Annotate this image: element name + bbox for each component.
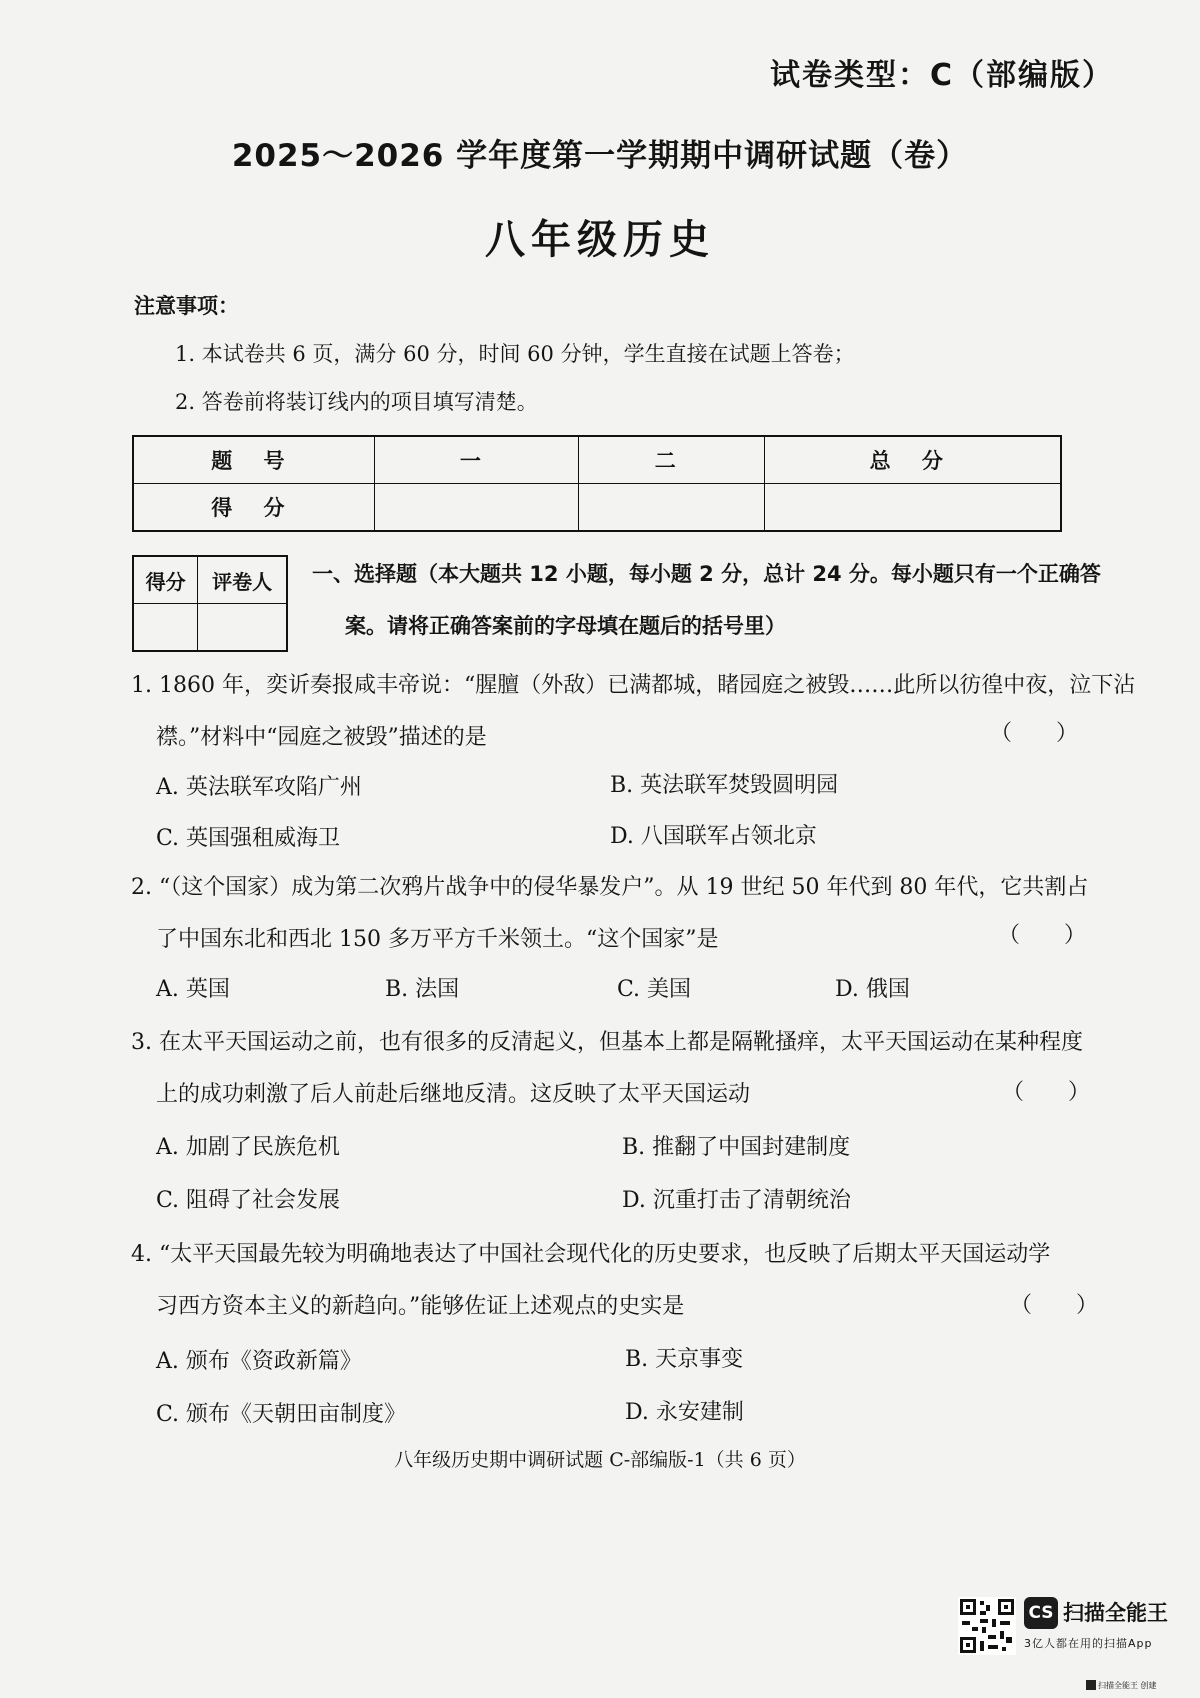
- score-table-header-label: 题 号: [133, 436, 374, 484]
- subject-title: 八年级历史: [485, 217, 715, 263]
- question-2-option-c[interactable]: C. 美国: [617, 977, 692, 1002]
- score-table-header-section1: 一: [374, 436, 578, 484]
- question-4-option-a[interactable]: A. 颁布《资政新篇》: [156, 1349, 362, 1374]
- score-table-header-total: 总 分: [764, 436, 1061, 484]
- scanner-slogan: 3亿人都在用的扫描App: [1024, 1637, 1153, 1650]
- score-table-header-section2: 二: [578, 436, 764, 484]
- score-cell-total[interactable]: [764, 484, 1061, 532]
- question-1-option-d[interactable]: D. 八国联军占领北京: [610, 824, 817, 849]
- scanner-credit: 扫描全能王 创建: [1098, 1681, 1157, 1690]
- score-table: [132, 435, 1062, 532]
- answer-blank[interactable]: （ ）: [1010, 1293, 1099, 1318]
- question-2-option-d[interactable]: D. 俄国: [835, 977, 910, 1002]
- question-3-option-d[interactable]: D. 沉重打击了清朝统治: [622, 1188, 851, 1213]
- question-1-option-b[interactable]: B. 英法联军焚毁圆明园: [610, 773, 839, 798]
- section1-instruction: 一、选择题（本大题共 12 小题，每小题 2 分，总计 24 分。每小题只有一个正确答: [312, 562, 1101, 586]
- exam-title: 2025～2026 学年度第一学期期中调研试题（卷）: [231, 138, 969, 174]
- question-2-text: 2. “（这个国家）成为第二次鸦片战争中的侵华暴发户”。从 19 世纪 50 年代到 80 年代，它共割占: [131, 875, 1089, 900]
- score-cell-section1[interactable]: [374, 484, 578, 532]
- notice-item: 1. 本试卷共 6 页，满分 60 分，时间 60 分钟，学生直接在试题上答卷；: [175, 342, 855, 366]
- question-2-option-a[interactable]: A. 英国: [156, 977, 230, 1002]
- question-4-option-d[interactable]: D. 永安建制: [625, 1400, 744, 1425]
- grader-box-score-cell[interactable]: [133, 604, 198, 652]
- notice-item: 2. 答卷前将装订线内的项目填写清楚。: [175, 390, 538, 414]
- score-table-row-label: 得 分: [133, 484, 374, 532]
- question-1-option-a[interactable]: A. 英法联军攻陷广州: [156, 775, 362, 800]
- question-1-option-c[interactable]: C. 英国强租威海卫: [156, 826, 341, 851]
- answer-blank[interactable]: （ ）: [990, 721, 1079, 746]
- qr-code-icon: [958, 1597, 1016, 1655]
- question-2-text-cont: 了中国东北和西北 150 多万平方千米领土。“这个国家”是: [156, 927, 719, 952]
- answer-blank[interactable]: （ ）: [1002, 1080, 1091, 1105]
- paper-type-label: 试卷类型：C（部编版）: [770, 58, 1115, 93]
- question-1-text-cont: 襟。”材料中“园庭之被毁”描述的是: [156, 725, 487, 750]
- grader-box: [132, 555, 288, 652]
- question-3-option-b[interactable]: B. 推翻了中国封建制度: [622, 1135, 851, 1160]
- question-3-text: 3. 在太平天国运动之前，也有很多的反清起义，但基本上都是隔靴搔痒，太平天国运动在某种程度: [131, 1030, 1083, 1055]
- section1-instruction-cont: 案。请将正确答案前的字母填在题后的括号里）: [345, 614, 786, 638]
- grader-box-grader-label: 评卷人: [198, 556, 287, 604]
- camscanner-logo-icon: CS: [1024, 1597, 1058, 1629]
- question-3-option-a[interactable]: A. 加剧了民族危机: [156, 1135, 340, 1160]
- small-qr-icon: [1086, 1680, 1096, 1690]
- answer-blank[interactable]: （ ）: [998, 923, 1087, 948]
- question-4-text: 4. “太平天国最先较为明确地表达了中国社会现代化的历史要求，也反映了后期太平天国运动学: [131, 1242, 1051, 1267]
- question-3-option-c[interactable]: C. 阻碍了社会发展: [156, 1188, 341, 1213]
- notice-heading: 注意事项：: [134, 294, 239, 318]
- question-2-option-b[interactable]: B. 法国: [385, 977, 460, 1002]
- question-3-text-cont: 上的成功刺激了后人前赴后继地反清。这反映了太平天国运动: [156, 1082, 751, 1107]
- question-1-text: 1. 1860 年，奕䜣奏报咸丰帝说：“腥膻（外敌）已满都城，睹园庭之被毁……此所以彷徨中夜，泣下沾: [131, 673, 1136, 698]
- score-cell-section2[interactable]: [578, 484, 764, 532]
- scanner-brand-name: 扫描全能王: [1063, 1601, 1168, 1625]
- grader-box-grader-cell[interactable]: [198, 604, 287, 652]
- question-4-option-b[interactable]: B. 天京事变: [625, 1347, 744, 1372]
- question-4-option-c[interactable]: C. 颁布《天朝田亩制度》: [156, 1402, 407, 1427]
- grader-box-score-label: 得分: [133, 556, 198, 604]
- question-4-text-cont: 习西方资本主义的新趋向。”能够佐证上述观点的史实是: [156, 1294, 685, 1319]
- page-footer: 八年级历史期中调研试题 C-部编版-1（共 6 页）: [394, 1449, 806, 1471]
